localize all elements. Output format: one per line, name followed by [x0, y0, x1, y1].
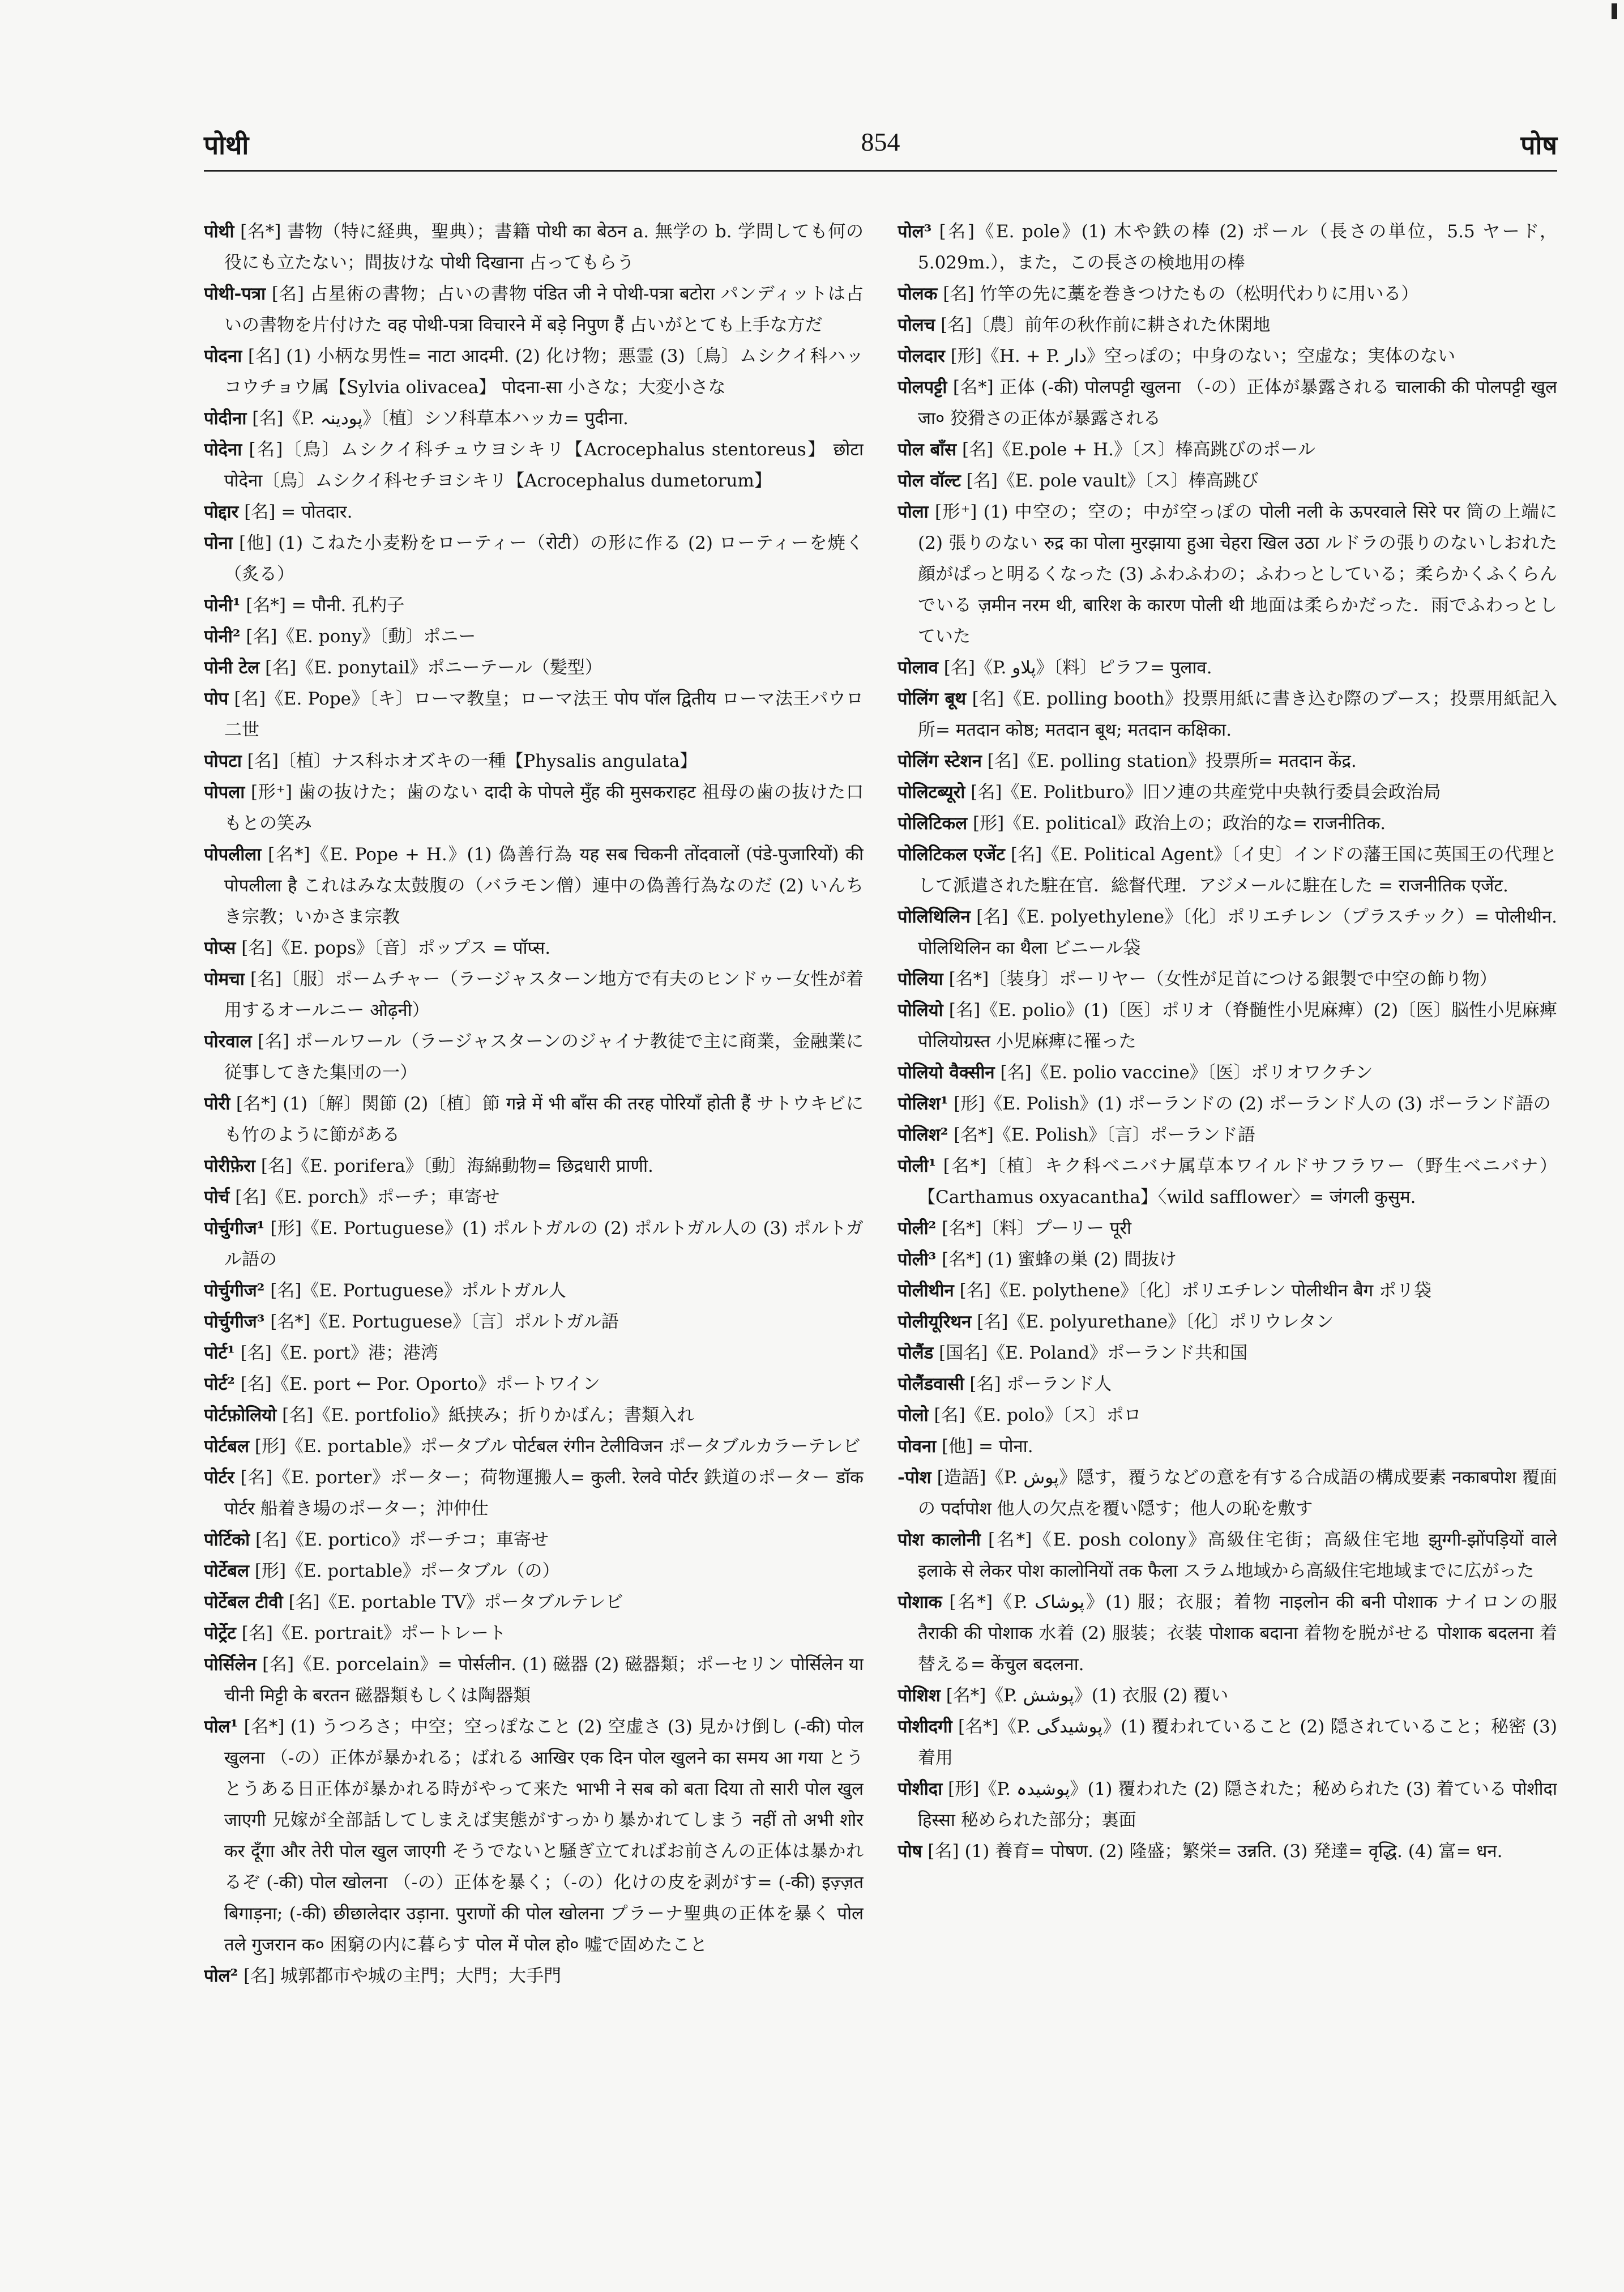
dictionary-entry [204, 341, 864, 403]
entry-definition: [名]《E. polythene》〔化〕ポリエチレン पोलीथीन बैग ポリ袋 [959, 1281, 1432, 1301]
guide-word-left: पोथी [204, 130, 249, 160]
dictionary-entry [898, 1680, 1557, 1711]
dictionary-entry [204, 1026, 864, 1089]
entry-definition: [名*] = पौनी. 孔杓子 [246, 595, 405, 616]
entry-headword: पोशीदा [898, 1779, 943, 1799]
dictionary-entry [898, 279, 1557, 310]
entry-definition: [名]《E. polling station》投票所= मतदान केंद्र. [987, 751, 1357, 771]
entry-headword: पोशिश [898, 1685, 941, 1706]
dictionary-entry [204, 1556, 864, 1587]
entry-definition: [名]《E. Political Agent》〔イ史〕インドの藩王国に英国王の代理として派遣された駐在官．総督代理．アジメールに駐在した = राजनीतिक एजेंट. [918, 844, 1557, 896]
entry-definition: [名]〔鳥〕ムシクイ科チュウヨシキリ【Acrocephalus stentoreus】 छोटा पोदेना〔鳥〕ムシクイ科セチヨシキリ【Acrocephalus dumetorum】 [224, 439, 864, 491]
entry-definition: [名]《E. Politburo》旧ソ連の共産党中央執行委員会政治局 [971, 782, 1441, 803]
entry-definition: [名*]《E. Pope + H.》(1) 偽善行為 यह सब चिकनी तोंदवालों (पंडे-पुजारियों) की पोपलीला है これはみな太鼓腹の（バラモン僧）連中の偽善行為なのだ (2) いんちき宗教；いかさま宗教 [224, 844, 864, 927]
dictionary-entry [898, 1587, 1557, 1680]
entry-definition: [名]《E. porifera》〔動〕海綿動物= छिद्रधारी प्राणी. [260, 1156, 653, 1176]
dictionary-entry [204, 1275, 864, 1307]
entry-headword: पोलियो वैक्सीन [898, 1062, 995, 1083]
dictionary-entry [204, 621, 864, 652]
entry-headword: पोनी² [204, 626, 241, 647]
entry-definition: [名]《E. polyurethane》〔化〕ポリウレタン [977, 1312, 1334, 1332]
entry-headword: पोथी [204, 221, 234, 242]
dictionary-entry [204, 1369, 864, 1400]
entry-definition: [名]《P. پودینہ》〔植〕シソ科草本ハッカ= पुदीना. [252, 408, 629, 429]
entry-definition: [形]《E. political》政治上の；政治的な= राजनीतिक. [973, 813, 1386, 834]
entry-headword: पोरवाल [204, 1031, 252, 1052]
dictionary-entry [898, 684, 1557, 746]
entry-headword: पोरीफ़ेरा [204, 1156, 255, 1176]
dictionary-entry [204, 1961, 864, 1992]
entry-headword: पोथी-पत्रा [204, 284, 266, 304]
entry-headword: पोदना [204, 346, 242, 366]
dictionary-entry [898, 1120, 1557, 1151]
entry-definition: [名*]〔装身〕ポーリヤー（女性が足首につける銀製で中空の飾り物） [948, 969, 1498, 989]
dictionary-entry [204, 933, 864, 964]
entry-definition: [名] ポールワール（ラージャスターンのジャイナ教徒で主に商業，金融業に従事してきた集団の一） [224, 1031, 864, 1083]
entry-definition: [造語]《P. پوش》隠す，覆うなどの意を有する合成語の構成要素 नकाबपोश 覆面の पर्दापोश 他人の欠点を覆い隠す；他人の恥を敷す [918, 1467, 1557, 1519]
entry-headword: पोर्चुगीज³ [204, 1312, 265, 1332]
entry-definition: [名]《E.pole + H.》〔ス〕棒高跳びのポール [962, 439, 1315, 460]
dictionary-entry [204, 1525, 864, 1556]
entry-headword: पोर्टफ़ोलियो [204, 1405, 277, 1425]
dictionary-entry [204, 1338, 864, 1369]
dictionary-entry [204, 1618, 864, 1649]
entry-headword: पोनी¹ [204, 595, 241, 616]
entry-definition: [名]《E. porch》ポーチ；車寄せ [235, 1187, 500, 1207]
entry-headword: पोर्चुगीज² [204, 1281, 265, 1301]
entry-definition: [名] ポーランド人 [969, 1374, 1112, 1394]
right-column [898, 216, 1557, 2261]
entry-headword: पोलियो [898, 1000, 943, 1021]
entry-headword: पोप्स [204, 938, 236, 958]
dictionary-entry [898, 1338, 1557, 1369]
entry-definition: [形]《E. Portuguese》(1) ポルトガルの (2) ポルトガル人の (3) ポルトガル語の [224, 1218, 864, 1270]
entry-headword: पोश कालोनी [898, 1530, 981, 1550]
dictionary-entry [204, 528, 864, 590]
page-header [204, 127, 1557, 172]
dictionary-entry [898, 995, 1557, 1057]
entry-definition: [形⁺] 歯の抜けた；歯のない दादी के पोपले मुँह की मुसकराहट 祖母の歯の抜けた口もとの笑み [224, 782, 864, 834]
entry-headword: पोदीना [204, 408, 247, 429]
dictionary-entry [204, 964, 864, 1026]
entry-definition: [名*]《P. پوشاک》(1) 服；衣服；着物 नाइलोन की बनी पोशाक ナイロンの服 तैराकी की पोशाक 水着 (2) 服装；衣装 पोशाक बदाना 着物を脱がせる पोशाक बदलना 着替える= केंचुल बदलना. [918, 1592, 1557, 1675]
entry-definition: [形]《E. portable》ポータブル（の） [254, 1561, 560, 1581]
dictionary-entry [898, 497, 1557, 652]
dictionary-entry [898, 652, 1557, 684]
entry-headword: पोलाव [898, 658, 938, 678]
dictionary-entry [898, 466, 1557, 497]
entry-definition: [名] (1) 小柄な男性= नाटा आदमी. (2) 化け物；悪霊 (3)〔鳥〕ムシクイ科ハッコウチョウ属【Sylvia olivacea】 पोदना-सा 小さな；大変小さな [224, 346, 864, 398]
entry-headword: पोलैंड [898, 1343, 934, 1363]
entry-definition: [名]《E. porter》ポーター；荷物運搬人= कुली. रेलवे पोर्टर 鉄道のポーター डॉक पोर्टर 船着き場のポーター；沖仲仕 [224, 1467, 864, 1519]
entry-headword: पोलिटिकल एजेंट [898, 844, 1005, 865]
dictionary-entry [898, 1089, 1557, 1120]
page-number: 854 [861, 127, 900, 156]
dictionary-entry [898, 1275, 1557, 1307]
entry-definition: [名]《E. portable TV》ポータブルテレビ [288, 1592, 623, 1612]
entry-headword: पोर्चुगीज¹ [204, 1218, 265, 1239]
entry-definition: [形⁺] (1) 中空の；空の；中が空っぽの पोली नली के ऊपरवाले सिरे पर 筒の上端に (2) 張りのない रुद्र का पोला मुरझाया हुआ चेहरा खिल उठा ルドラの張りのないしおれた顔がぱっと明るくなった (3) ふわふわの；ふわっとしている；柔らかくふくらんでいる ज़मीन नरम थी, बारिश के कारण पोली थी 地面は柔らかだった．雨でふわっとしていた [918, 502, 1557, 647]
entry-headword: पोर्च [204, 1187, 230, 1207]
entry-headword: पोर्ट्रेट [204, 1623, 236, 1644]
dictionary-entry [898, 1431, 1557, 1462]
entry-definition: [名]《E. polyethylene》〔化〕ポリエチレン（プラスチック）= पोलीथीन. पोलिथिलिन का थैला ビニール袋 [918, 907, 1557, 958]
entry-definition: [形]《P. پوشیدہ》(1) 覆われた (2) 隠された；秘められた (3) 着ている पोशीदा हिस्सा 秘められた部分；裏面 [918, 1779, 1557, 1830]
entry-headword: पोलिथिलिन [898, 907, 971, 927]
entry-definition: [名]《E. polio vaccine》〔医〕ポリオワクチン [1000, 1062, 1373, 1083]
dictionary-entry [898, 1462, 1557, 1525]
entry-headword: पोरी [204, 1094, 230, 1114]
entry-definition: [名] (1) 養育= पोषण. (2) 隆盛；繁栄= उन्नति. (3) 発達= वृद्धि. (4) 富= धन. [928, 1841, 1503, 1862]
entry-headword: पोप [204, 689, 229, 709]
entry-definition: [名*]《E. Polish》〔言〕ポーランド語 [954, 1125, 1255, 1145]
entry-definition: [名*] 正体 (-की) पोलपट्टी खुलना （-の）正体が暴露される चालाकी की पोलपट्टी खुल जा० 狡猾さの正体が暴露される [918, 377, 1557, 429]
dictionary-entry [204, 1587, 864, 1618]
entry-headword: पोलक [898, 284, 938, 304]
dictionary-entry [204, 777, 864, 839]
dictionary-entry [898, 902, 1557, 964]
entry-headword: पोला [898, 502, 929, 522]
entry-headword: पोर्ट¹ [204, 1343, 235, 1363]
dictionary-entry [204, 1400, 864, 1431]
entry-definition: [名]〔農〕前年の秋作前に耕された休閑地 [941, 315, 1271, 335]
entry-headword: पोल² [204, 1966, 238, 1986]
dictionary-entry [204, 216, 864, 279]
entry-headword: पोर्सिलेन [204, 1654, 257, 1675]
entry-definition: [名*]《P. پوشش》(1) 衣服 (2) 覆い [946, 1685, 1229, 1706]
entry-headword: -पोश [898, 1467, 931, 1488]
entry-headword: पोलच [898, 315, 935, 335]
dictionary-entry [898, 1307, 1557, 1338]
entry-definition: [名]〔植〕ナス科ホオズキの一種【Physalis angulata】 [247, 751, 698, 771]
entry-headword: पोलिंग बूथ [898, 689, 967, 709]
dictionary-entry [204, 1151, 864, 1182]
entry-definition: [名*] 書物（特に経典，聖典）；書籍 पोथी का बेठन a. 無学の b. 学問しても何の役にも立たない；間抜けな पोथी दिखाना 占ってもらう [224, 221, 864, 273]
dictionary-entry [204, 652, 864, 684]
entry-definition: [名]《E. porcelain》= पोर्सलीन. (1) 磁器 (2) 磁器類；ポーセリン पोर्सिलेन या चीनी मिट्टी के बरतन 磁器類もしくは陶器類 [224, 1654, 864, 1706]
dictionary-entry [898, 1774, 1557, 1836]
dictionary-entry [898, 434, 1557, 466]
entry-definition: [名]《E. port ← Por. Oporto》ポートワイン [240, 1374, 601, 1394]
entry-definition: [名*] (1)〔解〕関節 (2)〔植〕節 गन्ने में भी बाँस की तरह पोरियाँ होती हैं サトウキビにも竹のように節がある [224, 1094, 864, 1145]
entry-headword: पोर्टर [204, 1467, 234, 1488]
dictionary-entry [898, 1057, 1557, 1089]
dictionary-entry [204, 279, 864, 341]
entry-headword: पोमचा [204, 969, 245, 989]
entry-definition: [名]《E. portico》ポーチコ；車寄せ [255, 1530, 549, 1550]
entry-definition: [名]《E. polo》〔ス〕ポロ [934, 1405, 1142, 1425]
entry-definition: [名] 占星術の書物；占いの書物 पंडित जी ने पोथी-पत्रा बटोरा パンディットは占いの書物を片付けた वह पोथी-पत्रा विचारने में बड़े निपुण हैं 占いがとても上手な方だ [224, 284, 864, 335]
entry-definition: [名]《E. portrait》ポートレート [241, 1623, 506, 1644]
entry-headword: पोपला [204, 782, 245, 803]
entry-headword: पोष [898, 1841, 922, 1862]
entry-headword: पोलीयूरिथन [898, 1312, 972, 1332]
entry-definition: [名]《E. Portuguese》ポルトガル人 [270, 1281, 566, 1301]
entry-definition: [名]《E. polio》(1)〔医〕ポリオ（脊髄性小児麻痺）(2)〔医〕脳性小児麻痺 पोलियोग्रस्त 小児麻痺に罹った [918, 1000, 1557, 1052]
entry-definition: [名]《E. pony》〔動〕ポニー [246, 626, 476, 647]
entry-headword: पोलैंडवासी [898, 1374, 964, 1394]
entry-definition: [名] 竹竿の先に藁を巻きつけたもの（松明代わりに用いる） [943, 284, 1419, 304]
entry-headword: पोर्टेबल [204, 1561, 249, 1581]
entry-headword: पोपटा [204, 751, 242, 771]
dictionary-entry [204, 1462, 864, 1525]
dictionary-entry [204, 746, 864, 777]
entry-headword: पोलिया [898, 969, 943, 989]
dictionary-entry [898, 746, 1557, 777]
entry-definition: [名*]《E. posh colony》高級住宅街；高級住宅地 झुग्गी-झोंपड़ियों वाले इलाके से लेकर पोश कालोनियों तक फैला スラム地域から高級住宅地域までに広がった [918, 1530, 1557, 1581]
entry-definition: [名*] (1) 蜜蜂の巣 (2) 間抜け [942, 1249, 1177, 1270]
entry-headword: पोलिश² [898, 1125, 948, 1145]
entry-headword: पोली² [898, 1218, 937, 1239]
dictionary-entry [204, 403, 864, 434]
dictionary-entry [898, 372, 1557, 434]
entry-definition: [名*]《E. Portuguese》〔言〕ポルトガル語 [270, 1312, 619, 1332]
dictionary-entry [898, 216, 1557, 279]
entry-definition: [名*]〔料〕プーリー पूरी [942, 1218, 1132, 1239]
entry-headword: पोल बाँस [898, 439, 957, 460]
entry-definition: [名]〔服〕ポームチャー（ラージャスターン地方で有夫のヒンドゥー女性が着用するオールニー ओढ़नी） [224, 969, 864, 1021]
dictionary-entry [204, 1089, 864, 1151]
dictionary-entry [898, 1836, 1557, 1867]
entry-definition: [名] 城郭都市や城の主門；大門；大手門 [243, 1966, 562, 1986]
entry-definition: [名]《E. Pope》〔キ〕ローマ教皇；ローマ法王 पोप पॉल द्वितीय ローマ法王パウロ二世 [224, 689, 864, 740]
dictionary-entry [204, 684, 864, 746]
entry-headword: पोलिटब्यूरो [898, 782, 965, 803]
entry-definition: [他] = पोना. [941, 1436, 1033, 1457]
entry-definition: [名*]《P. پوشیدگی》(1) 覆われていること (2) 隠されていること；秘密 (3) 着用 [918, 1717, 1557, 1768]
dictionary-entry [204, 1307, 864, 1338]
entry-definition: [名]《E. pole vault》〔ス〕棒高跳び [966, 471, 1259, 491]
entry-definition: [名]《E. port》港；港湾 [240, 1343, 439, 1363]
entry-definition: [名*]〔植〕キク科ベニバナ属草本ワイルドサフラワー（野生ベニバナ）【Carthamus oxyacantha】〈wild safflower〉= जंगली कुसुम. [918, 1156, 1557, 1207]
dictionary-entry [204, 1711, 864, 1961]
entry-headword: पोलपट्टी [898, 377, 947, 398]
entry-definition: [名]《E. polling booth》投票用紙に書き込む際のブース；投票用紙記入所= मतदान कोष्ठ; मतदान बूथ; मतदान कक्षिका. [918, 689, 1557, 740]
entry-headword: पोद्दार [204, 502, 239, 522]
entry-headword: पोर्टेबल टीवी [204, 1592, 283, 1612]
dictionary-entry [898, 1151, 1557, 1213]
entry-headword: पोवना [898, 1436, 937, 1457]
entry-headword: पोली³ [898, 1249, 937, 1270]
entry-definition: [名]《P. پلاو》〔料〕ピラフ= पुलाव. [943, 658, 1212, 678]
dictionary-entry [898, 1711, 1557, 1774]
dictionary-entry [898, 808, 1557, 839]
entry-definition: [名]《E. pole》(1) 木や鉄の棒 (2) ポール（長さの単位，5.5 ヤード，5.029m.），また，この長さの検地用の棒 [918, 221, 1557, 273]
entry-definition: [名] = पोतदार. [244, 502, 353, 522]
entry-headword: पोनी टेल [204, 658, 260, 678]
dictionary-entry [898, 1244, 1557, 1275]
entry-headword: पोली¹ [898, 1156, 937, 1176]
entry-headword: पोल¹ [204, 1717, 238, 1737]
entry-headword: पोलो [898, 1405, 929, 1425]
dictionary-entry [898, 1213, 1557, 1244]
dictionary-entry [204, 590, 864, 621]
dictionary-entry [898, 310, 1557, 341]
entry-definition: [名*] (1) うつろさ；中空；空っぽなこと (2) 空虚さ (3) 見かけ倒し (-की) पोल खुलना （-の）正体が暴かれる；ばれる आखिर एक दिन पोल खुलने का समय आ गया とうとうある日正体が暴かれる時がやって来た भाभी ने सब को बता दिया तो सारी पोल खुल जाएगी 兄嫁が全部話してしまえば実態がすっかり暴かれてしまう नहीं तो अभी शोर कर दूँगा और तेरी पोल खुल जाएगी そうでないと騒ぎ立てればお前さんの正体は暴かれるぞ (-की) पोल खोलना （-の）正体を暴く；（-の）化けの皮を剥がす= (-की) इज़्ज़त बिगाड़ना; (-की) छीछालेदार उड़ाना. पुराणों की पोल खोलना プラーナ聖典の正体を暴く पोल तले गुजरान क० 困窮の内に暮らす पोल में पोल हो० 嘘で固めたこと [224, 1717, 864, 1955]
entry-headword: पोना [204, 533, 233, 553]
entry-headword: पोशीदगी [898, 1717, 952, 1737]
entry-headword: पोलिश¹ [898, 1094, 948, 1114]
dictionary-entry [898, 777, 1557, 808]
entry-definition: [形]《E. Polish》(1) ポーランドの (2) ポーランド人の (3) ポーランド語の [954, 1094, 1551, 1114]
corner-mark [1612, 3, 1617, 19]
entry-headword: पोपलीला [204, 844, 262, 865]
dictionary-entry [898, 839, 1557, 902]
entry-definition: [名]《E. pops》〔音〕ポップス = पॉप्स. [241, 938, 551, 958]
entry-headword: पोल वॉल्ट [898, 471, 961, 491]
entry-headword: पोर्टिको [204, 1530, 250, 1550]
dictionary-entry [898, 1525, 1557, 1587]
entry-definition: [名]《E. portfolio》紙挟み；折りかばん；書類入れ [282, 1405, 695, 1425]
dictionary-entry [898, 1400, 1557, 1431]
entry-headword: पोदेना [204, 439, 242, 460]
dictionary-entry [898, 1369, 1557, 1400]
entry-headword: पोर्टबल [204, 1436, 249, 1457]
dictionary-entry [204, 1431, 864, 1462]
dictionary-entry [898, 341, 1557, 372]
dictionary-entry [204, 1213, 864, 1275]
entry-definition: [形]《H. + P. دار》空っぽの；中身のない；空虚な；実体のない [950, 346, 1456, 366]
left-column [204, 216, 864, 2261]
entry-headword: पोलदार [898, 346, 945, 366]
entry-headword: पोलिंग स्टेशन [898, 751, 982, 771]
guide-word-right: पोष [1520, 130, 1557, 160]
entry-definition: [他] (1) こねた小麦粉をローティー（रोटी）の形に作る (2) ローティーを焼く（炙る） [224, 533, 864, 584]
dictionary-entry [898, 964, 1557, 995]
entry-definition: [国名]《E. Poland》ポーランド共和国 [939, 1343, 1248, 1363]
entry-headword: पोर्ट² [204, 1374, 235, 1394]
entry-headword: पोशाक [898, 1592, 942, 1612]
entry-headword: पोलीथीन [898, 1281, 954, 1301]
entry-headword: पोल³ [898, 221, 932, 242]
dictionary-entry [204, 497, 864, 528]
dictionary-entry [204, 434, 864, 497]
dictionary-entry [204, 1649, 864, 1711]
header-rule [204, 170, 1557, 172]
dictionary-entry [204, 839, 864, 933]
dictionary-entry [204, 1182, 864, 1213]
entry-headword: पोलिटिकल [898, 813, 968, 834]
entry-definition: [名]《E. ponytail》ポニーテール（髪型） [265, 658, 602, 678]
entry-definition: [形]《E. portable》ポータブル पोर्टबल रंगीन टेलीविजन ポータブルカラーテレビ [254, 1436, 861, 1457]
